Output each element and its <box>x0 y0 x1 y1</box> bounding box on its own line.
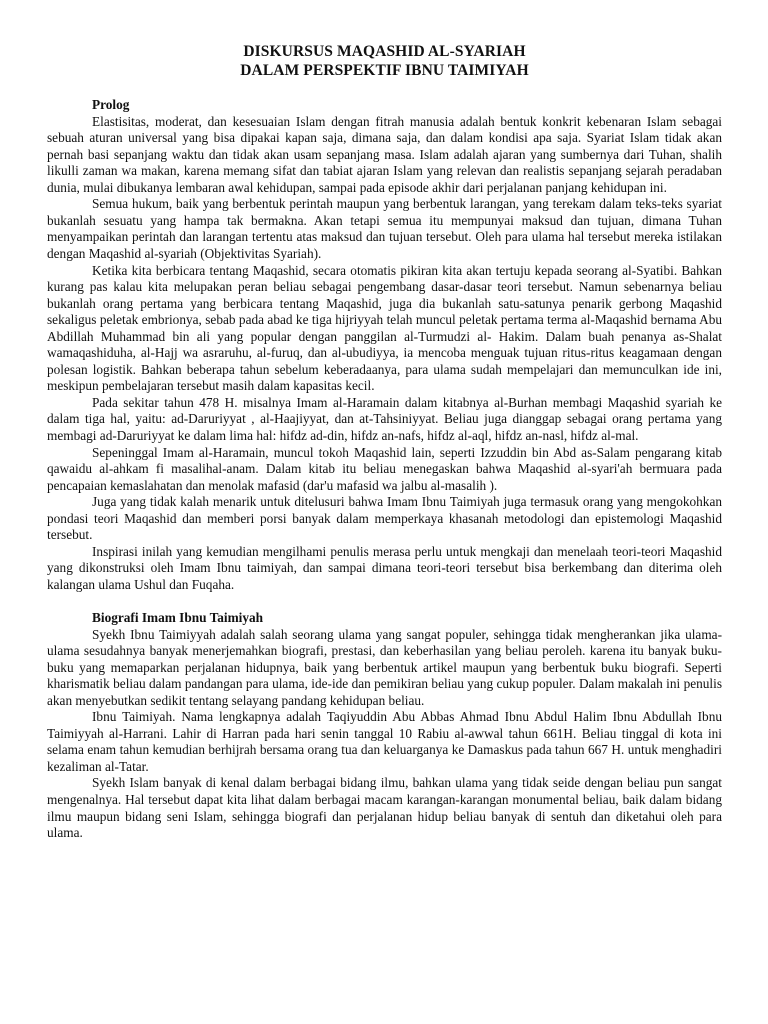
section-heading-biografi: Biografi Imam Ibnu Taimiyah <box>92 609 264 625</box>
paragraph: Ketika kita berbicara tentang Maqashid, secara otomatis pikiran kita akan tertuju kepada seorang al-Syatibi. Bahkan kurang pas kalau kita melupakan peran beliau sebagai pengembang dasar-dasar teori tersebut. Namun sebenarnya beliau bukanlah orang pertama yang berbicara tentang Maqashid, juga dia bukanlah satu-satunya penarik gerbong Maqashid sekaligus peletak embrionya, sebab pada abad ke tiga hijriyyah telah muncul peletak pertama terma al-Maqashid bernama Abu Abdillah Muhammad bin ali yang popular dengan panggilan al-Turmudzi al- Hakim. Dalam buah penanya as-Shalat wamaqashiduha, al-Hajj wa asraruhu, al-furuq, dan al-ubudiyya, ia mencoba menguak tujuan ritus-ritus keagamaan dengan polesan logistik. Bahkan beberapa tahun sebelum keberadaanya, para ulama sudah mempelajari dan memunculkan ide ini, meskipun pembelajaran tersebut masih dalam kapasitas kecil. <box>47 262 722 394</box>
paragraph: Sepeninggal Imam al-Haramain, muncul tokoh Maqashid lain, seperti Izzuddin bin Abd as-Salam pengarang kitab qawaidu al-ahkam fi masalihal-anam. Dalam kitab itu beliau menegaskan bahwa Maqashid al-syari'ah bermuara pada pencapaian kemaslahatan dan menolak mafasid (dar'u mafasid wa jalbu al-masalih ). <box>47 444 722 493</box>
paragraph: Juga yang tidak kalah menarik untuk ditelusuri bahwa Imam Ibnu Taimiyah juga termasuk orang yang mengokohkan pondasi teori Maqashid dan memberi porsi banyak dalam memperkaya khasanah metodologi dan epistemologi Maqashid tersebut. <box>47 494 722 543</box>
document-title-line-2: DALAM PERSPEKTIF IBNU TAIMIYAH <box>240 62 529 79</box>
document-page <box>47 42 722 842</box>
title-block <box>47 42 722 80</box>
paragraph: Pada sekitar tahun 478 H. misalnya Imam al-Haramain dalam kitabnya al-Burhan membagi Maqashid syariah ke dalam tiga hal, yaitu: ad-Daruriyyat , al-Haajiyyat, dan at-Tahsiniyyat. Beliau juga dianggap sebagai orang pertama yang membagi ad-Daruriyyat ke dalam lima hal: hifdz ad-din, hifdz an-nafs, hifdz al-aql, hifdz an-nasl, hifdz al-mal. <box>47 394 722 443</box>
paragraph: Syekh Islam banyak di kenal dalam berbagai bidang ilmu, bahkan ulama yang tidak seide dengan beliau pun sangat mengenalnya. Hal tersebut dapat kita lihat dalam berbagai macam karangan-karangan monumental beliau, baik dalam bidang ilmu maupun bidang seni Islam, sehingga biografi dan perjalanan hidup beliau banyak di sentuh dan diketahui oleh para ulama. <box>47 775 722 841</box>
section-biografi <box>47 610 722 842</box>
document-title-line-1: DISKURSUS MAQASHID AL-SYARIAH <box>243 43 526 60</box>
paragraph: Inspirasi inilah yang kemudian mengilhami penulis merasa perlu untuk mengkaji dan menelaah teori-teori Maqashid yang dikonstruksi oleh Imam Ibnu taimiyah, dan sampai dimana teori-teori tersebut bisa berkembang dan diterima oleh kalangan ulama Ushul dan Fuqaha. <box>47 543 722 592</box>
section-prolog <box>47 97 722 593</box>
section-spacer <box>47 593 722 610</box>
paragraph: Semua hukum, baik yang berbentuk perintah maupun yang berbentuk larangan, yang terekam dalam teks-teks syariat bukanlah sesuatu yang hampa tak bermakna. Akan tetapi semua itu mempunyai maksud dan tujuan, dimana Tuhan menyampaikan perintah dan larangan tertentu atas maksud dan tujuan tersebut. Oleh para ulama hal tersebut mereka istilakan dengan Maqashid al-syariah (Objektivitas Syariah). <box>47 196 722 261</box>
paragraph: Syekh Ibnu Taimiyyah adalah salah seorang ulama yang sangat populer, sehingga tidak mengherankan jika ulama-ulama sesudahnya banyak menerjemahkan biografi, prestasi, dan keberhasilan yang beliau peroleh. karena itu banyak buku-buku yang memaparkan perjalanan hidupnya, baik yang berbentuk artikel maupun yang berbentuk buku biografi. Seperti kharismatik beliau dalam pandangan para ulama, ide-ide dan pemikiran beliau yang cukup populer. Dalam makalah ini penulis akan menyebutkan sedikit tentang selayang pandang kehidupan beliau. <box>47 626 722 708</box>
paragraph: Elastisitas, moderat, dan kesesuaian Islam dengan fitrah manusia adalah bentuk konkrit kebenaran Islam sebagai sebuah aturan universal yang bisa dipakai kapan saja, dimana saja, dan dalam kondisi apa saja. Syariat Islam tidak akan pernah basi sepanjang waktu dan tidak akan usam sepanjang masa. Islam adalah ajaran yang sumbernya dari Tuhan, shalih likulli zaman wa makan, karena memang sifat dan tabiat ajaran Islam yang relevan dan realistis sepanjang sejarah peradaban dunia, mulai dibukanya lembaran awal kehidupan, sampai pada episode akhir dari perjalanan panjang kehidupan ini. <box>47 113 722 195</box>
paragraph: Ibnu Taimiyah. Nama lengkapnya adalah Taqiyuddin Abu Abbas Ahmad Ibnu Abdul Halim Ibnu Abdullah Ibnu Taimiyyah al-Harrani. Lahir di Harran pada hari senin tanggal 10 Rabiu al-awwal tahun 661H. Beliau tinggal di kota ini selama enam tahun kemudian berhijrah bersama orang tua dan keluarganya ke Damaskus pada tahun 667 H. untuk menghadiri kezaliman al-Tatar. <box>47 709 722 774</box>
section-heading-prolog: Prolog <box>92 97 130 112</box>
